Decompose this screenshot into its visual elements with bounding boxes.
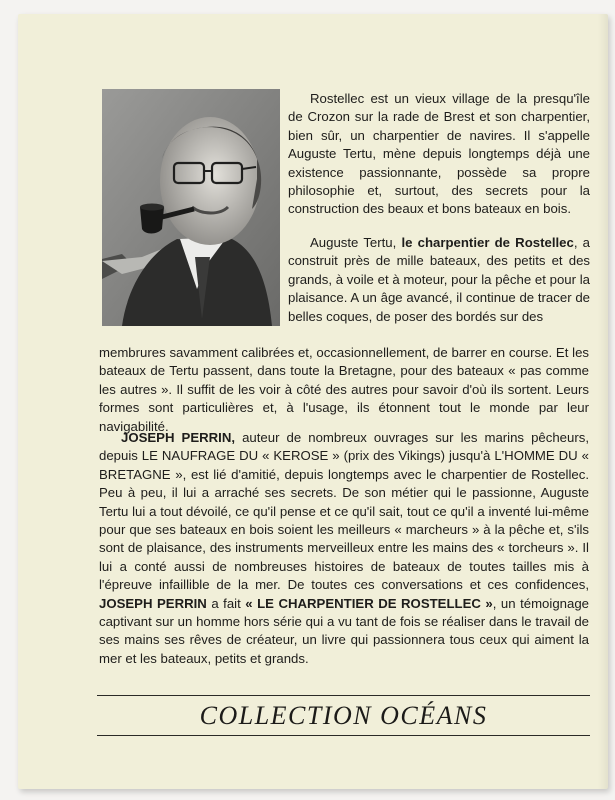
author-name-2: JOSEPH PERRIN bbox=[99, 595, 207, 611]
collection-title: COLLECTION OCÉANS bbox=[199, 701, 488, 730]
author-portrait-photo bbox=[102, 89, 280, 326]
carpenter-paragraph-top bbox=[288, 234, 590, 326]
collection-rule-bottom bbox=[97, 735, 590, 736]
book-title: « LE CHARPENTIER DE ROSTELLEC » bbox=[245, 595, 493, 611]
author-paragraph bbox=[99, 429, 589, 668]
carpenter-text-beside-photo: , a construit près de mille bateaux, des petits et des grands, à voile et à moteur, pour la pêche et pour la plaisance. A un âge avancé, il continue de tracer de belles coques, de poser des bordés sur des bbox=[288, 235, 590, 324]
carpenter-paragraph-bottom bbox=[99, 344, 589, 436]
portrait-image bbox=[102, 89, 280, 326]
collection-rule-top bbox=[97, 695, 590, 696]
carpenter-lead: Auguste Tertu, bbox=[310, 235, 402, 250]
carpenter-text-below-photo: membrures savamment calibrées et, occasionnellement, de barrer en course. Et les bateaux de Tertu passent, dans toute la Bretagne, pour des bateaux « pas comme les autres ». Il suffit de les voir à côté des autres pour savoir d'où ils sortent. Leurs formes sont particulières et, à l'usage, ils étonnent tout le monde par leur navigabilité. bbox=[99, 345, 589, 434]
book-back-cover bbox=[18, 14, 608, 789]
author-text-3: , un témoignage captivant sur un homme hors série qui a vu tant de fois se réaliser dans le travail de ses mains ses rêves de créateur, un livre qui passionnera tous ceux qui aiment la mer et les bateaux, petits et grands. bbox=[99, 595, 589, 666]
author-name: JOSEPH PERRIN, bbox=[121, 430, 236, 445]
author-text-2: a fait bbox=[206, 595, 246, 611]
author-text-1: auteur de nombreux ouvrages sur les marins pêcheurs, depuis LE NAUFRAGE DU « KEROSE » (prix des Vikings) jusqu'à L'HOMME DU « BRETAGNE », est lié d'amitié, depuis longtemps avec le charpentier de Rostellec. Peu à peu, il lui a arraché ses secrets. De son métier qui le passionne, Auguste Tertu lui a tout dévoilé, ce qu'il pense et ce qu'il sait, tout ce qu'il a inventé lui-même pour que ses bateaux en bois soient les meilleurs « marcheurs » à la pêche et, s'ils sont de plaisance, des instruments merveilleux entre les mains des « torcheurs ». Il lui a conté aussi de nombreuses histoires de bateaux de toutes tailles mis à l'épreuve infaillible de la mer. De toutes ces conversations et ces confidences, bbox=[99, 430, 589, 593]
intro-text: Rostellec est un vieux village de la presqu'île de Crozon sur la rade de Brest et son charpentier, bien sûr, un charpentier de navires. Il s'appelle Auguste Tertu, mène depuis longtemps déjà une existence passionnante, possède sa propre philosophie et, surtout, des secrets pour la construction des beaux et bons bateaux en bois. bbox=[288, 91, 590, 217]
carpenter-bold-title: le charpentier de Rostellec bbox=[401, 235, 574, 250]
intro-paragraph bbox=[288, 90, 590, 219]
